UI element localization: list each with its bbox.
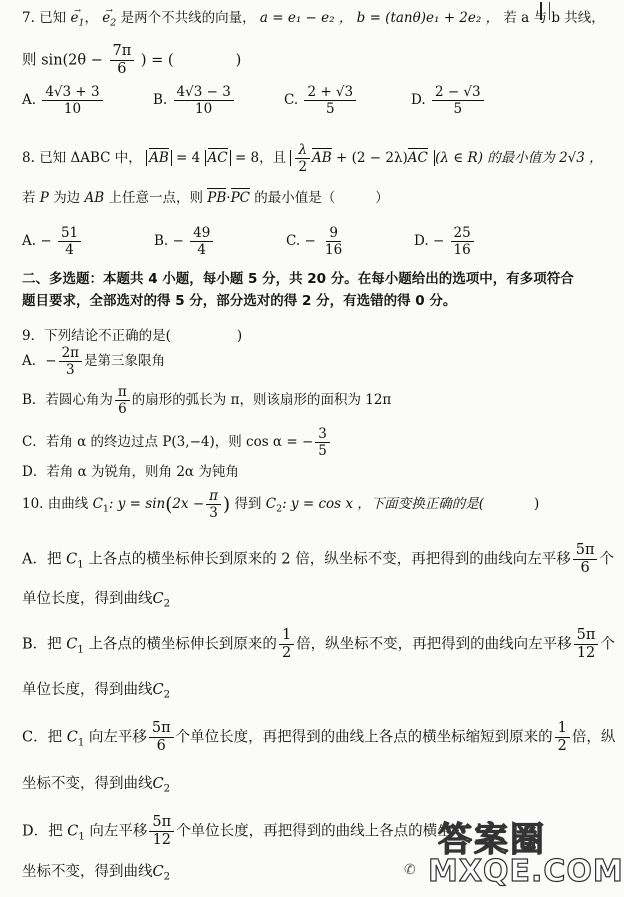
watermark-brand-text: 答案圈 [438,820,546,860]
q9-option-a: A．− $\frac{2\pi}{3}$ 是第三象限角 [22,345,166,379]
q7-number: 7. [22,10,35,26]
q7-stem-line1: 7. 已知 → $e_1$， → $e_2$ 是两个不共线的向量， a = e₁ − e₂ ， b = (tanθ)e₁ + 2e₂ ， 若 a 与 b 共线， [22,12,602,28]
q10-option-b-line1: B．把 $C_1$ 上各点的横坐标伸长到原来的 $\frac{1}{2}$ 倍，纵坐标不变，再把得到的曲线向左平移 $\frac{5\pi}{12}$ 个 [22,627,615,662]
q8-vector-magnitude: $\frac{\lambda}{2}$ AB + (2 − 2λ)AC [290,150,435,166]
q9-option-c: C．若角 α 的终边过点 P(3,−4)，则 cos α = − $\frac{3}{5}$ [22,427,602,458]
q9-option-d: D．若角 α 为锐角，则角 2α 为钝角 [22,464,239,480]
q10-option-d-line2: 坐标不变，得到曲线$C_2$ [22,864,171,883]
section2-instructions-line1: 二、多选题：本题共 4 小题，每小题 5 分，共 20 分。在每小题给出的选项中，有多项符合 [22,271,574,287]
q8-number: 8. [22,150,35,167]
q7-option-c: C. $\frac{2 + √3}{5}$ [284,85,358,116]
q8-option-c: C. − $\frac{9}{16}$ [286,225,343,259]
q10-option-b-line2: 单位长度，得到曲线$C_2$ [22,682,171,701]
q7-option-b: B. $\frac{4√3 - 3}{10}$ [153,85,236,116]
watermark-logo [428,810,624,890]
q10-option-a-line2: 单位长度，得到曲线$C_2$ [22,591,171,610]
section2-instructions-line2: 题目要求，全部选对的得 5 分，部分选对的得 2 分，有选错的得 0 分。 [22,293,457,309]
q8-stem-line2: 若 P 为边 AB 上任意一点，则 PB·PC 的最小值是（ ） [22,190,389,206]
watermark-site-text: MXQE.COM [428,854,624,889]
q8-option-b: B. − $\frac{49}{4}$ [154,226,215,257]
q7-option-a: A. $\frac{4√3 + 3}{10}$ [22,85,105,116]
q8-option-a: A. − $\frac{51}{4}$ [22,226,83,257]
q7-option-d: D. $\frac{2 - √3}{5}$ [411,85,486,116]
q10-option-c-line1: C．把 $C_1$ 向左平移 $\frac{5\pi}{6}$ 个单位长度，再把得到的曲线上各点的横坐标缩短到原来的 $\frac{1}{2}$ 倍，纵 [22,720,616,755]
wechat-icon: ✆ [404,862,416,878]
q10-option-d-line1: D．把 $C_1$ 向左平移 $\frac{5\pi}{12}$ 个单位长度，再把得到的曲线上各点的横坐 [22,814,452,849]
vector-e2: → $e_2$ [102,12,116,28]
q10-option-c-line2: 坐标不变，得到曲线$C_2$ [22,776,171,795]
q10-stem: 10. 由曲线 $C_1$: y = sin(2x − $\frac{\pi}{3}$ ) 得到 $C_2$: y = cos x ，下面变换正确的是( ) [22,488,540,522]
q8-stem-line1: 8. 已知 ΔABC 中， AB = 4 AC = 8，且 $\frac{\lambda}{2}$ AB + (2 − 2λ)AC (λ ∈ R) 的最小值为 2√3 ， [22,142,603,176]
q8-option-d: D. − $\frac{25}{16}$ [414,226,476,257]
q9-stem: 9．下列结论不正确的是( ) [22,328,243,344]
vector-a-equation: a = e₁ − e₂ ， [259,10,353,26]
q10-option-a-line1: A．把 $C_1$ 上各点的横坐标伸长到原来的 2 倍，纵坐标不变，再把得到的曲线向左平移 $\frac{5\pi}{6}$ 个 [22,542,614,577]
q7-stem-line2: 则 sin(2θ − $\frac{7\pi}{6}$ ) = ( ) [22,43,242,78]
vector-e1: → $e_1$ [70,12,84,28]
vector-b-equation: b = (tanθ)e₁ + 2e₂ ， [356,10,500,26]
q9-option-b: B．若圆心角为 $\frac{\pi}{6}$ 的扇形的弧长为 π，则该扇形的面积为 12π [22,384,392,418]
fraction-7pi-6: $\frac{7\pi}{6}$ [110,44,135,77]
